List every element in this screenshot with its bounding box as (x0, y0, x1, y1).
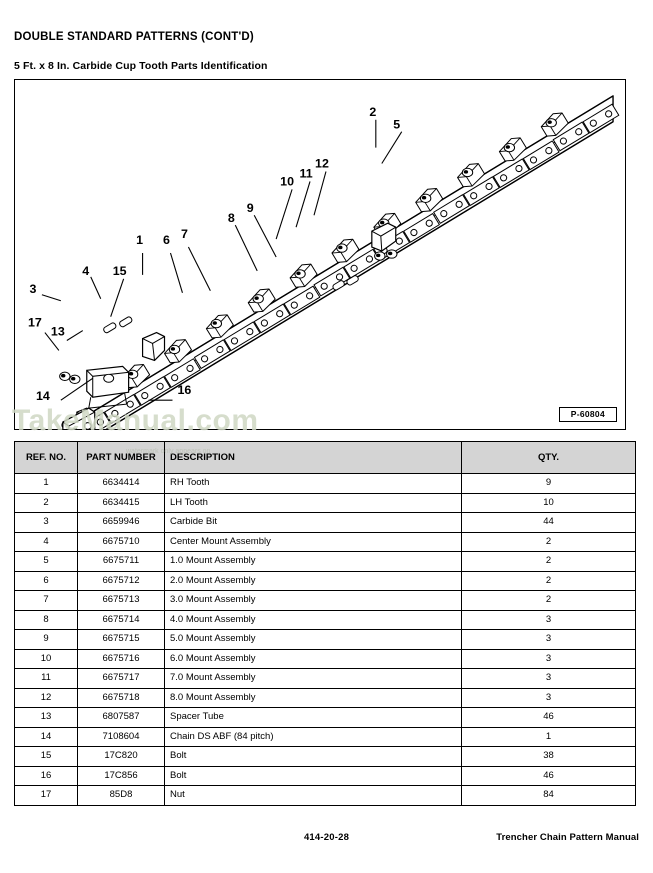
cell-qty: 3 (462, 610, 636, 630)
table-row (15, 688, 636, 708)
cell-description: 7.0 Mount Assembly (165, 669, 462, 689)
table-row (15, 630, 636, 650)
cell-qty: 2 (462, 571, 636, 591)
table-row (15, 474, 636, 494)
cell-ref-no: 15 (15, 747, 78, 767)
cell-ref-no: 9 (15, 630, 78, 650)
cell-qty: 3 (462, 688, 636, 708)
cell-part-number: 6675713 (78, 591, 165, 611)
cell-ref-no: 16 (15, 766, 78, 786)
cell-description: 8.0 Mount Assembly (165, 688, 462, 708)
table-row (15, 766, 636, 786)
column-header-description: DESCRIPTION (165, 442, 462, 474)
svg-text:14: 14 (35, 389, 50, 404)
page-title: DOUBLE STANDARD PATTERNS (CONT'D) (14, 31, 254, 43)
cell-qty: 44 (462, 513, 636, 533)
secondary-watermark: watermark only appears on (126, 448, 211, 455)
parts-diagram-figure (14, 79, 626, 430)
cell-description: 4.0 Mount Assembly (165, 610, 462, 630)
table-row (15, 669, 636, 689)
cell-description: Nut (165, 786, 462, 806)
cell-description: Center Mount Assembly (165, 532, 462, 552)
cell-qty: 9 (462, 474, 636, 494)
cell-description: Carbide Bit (165, 513, 462, 533)
cell-description: 5.0 Mount Assembly (165, 630, 462, 650)
cell-part-number: 6675717 (78, 669, 165, 689)
svg-text:12: 12 (315, 156, 329, 171)
svg-text:9: 9 (246, 201, 254, 216)
table-header-row (15, 442, 636, 474)
cell-part-number: 6675714 (78, 610, 165, 630)
cell-qty: 1 (462, 727, 636, 747)
cell-part-number: 6634414 (78, 474, 165, 494)
chain-assembly-body (63, 96, 619, 429)
svg-text:16: 16 (177, 383, 192, 398)
cell-ref-no: 8 (15, 610, 78, 630)
cell-ref-no: 7 (15, 591, 78, 611)
svg-text:6: 6 (163, 233, 170, 248)
cell-qty: 3 (462, 649, 636, 669)
cell-description: 6.0 Mount Assembly (165, 649, 462, 669)
cell-qty: 38 (462, 747, 636, 767)
cell-description: 2.0 Mount Assembly (165, 571, 462, 591)
footer-page-number: 414-20-28 (303, 832, 350, 843)
table-body (15, 474, 636, 806)
cell-ref-no: 2 (15, 493, 78, 513)
cell-ref-no: 11 (15, 669, 78, 689)
cell-ref-no: 6 (15, 571, 78, 591)
cell-ref-no: 10 (15, 649, 78, 669)
cell-part-number: 6675716 (78, 649, 165, 669)
table-row (15, 747, 636, 767)
table-row (15, 552, 636, 572)
cell-qty: 46 (462, 708, 636, 728)
cell-part-number: 6675718 (78, 688, 165, 708)
table-row (15, 727, 636, 747)
cell-ref-no: 4 (15, 532, 78, 552)
svg-text:15: 15 (112, 263, 127, 278)
cell-part-number: 7108604 (78, 727, 165, 747)
table-row (15, 493, 636, 513)
chain-assembly-drawing (15, 80, 625, 429)
cell-part-number: 6675712 (78, 571, 165, 591)
svg-text:11: 11 (299, 166, 313, 181)
cell-part-number: 6675715 (78, 630, 165, 650)
cell-part-number: 6634415 (78, 493, 165, 513)
figure-id-label: P-60804 (559, 407, 617, 423)
cell-description: 1.0 Mount Assembly (165, 552, 462, 572)
svg-text:3: 3 (29, 281, 37, 296)
table-row (15, 513, 636, 533)
cell-description: 3.0 Mount Assembly (165, 591, 462, 611)
svg-text:10: 10 (280, 174, 295, 189)
cell-qty: 2 (462, 532, 636, 552)
cell-part-number: 6675711 (78, 552, 165, 572)
cell-part-number: 6807587 (78, 708, 165, 728)
column-header-ref-no: REF. NO. (15, 442, 78, 474)
cell-qty: 46 (462, 766, 636, 786)
table-row (15, 532, 636, 552)
cell-qty: 2 (462, 552, 636, 572)
cell-part-number: 6675710 (78, 532, 165, 552)
cell-ref-no: 12 (15, 688, 78, 708)
column-header-qty: QTY. (462, 442, 636, 474)
table-row (15, 571, 636, 591)
cell-part-number: 6659946 (78, 513, 165, 533)
cell-ref-no: 13 (15, 708, 78, 728)
svg-text:5: 5 (393, 117, 401, 132)
cell-part-number: 85D8 (78, 786, 165, 806)
cell-part-number: 17C856 (78, 766, 165, 786)
cell-ref-no: 17 (15, 786, 78, 806)
table-row (15, 591, 636, 611)
cell-ref-no: 3 (15, 513, 78, 533)
table-row (15, 610, 636, 630)
cell-qty: 3 (462, 630, 636, 650)
cell-description: Chain DS ABF (84 pitch) (165, 727, 462, 747)
cell-part-number: 17C820 (78, 747, 165, 767)
cell-description: Bolt (165, 747, 462, 767)
svg-text:13: 13 (50, 324, 65, 339)
cell-qty: 10 (462, 493, 636, 513)
svg-text:1: 1 (136, 233, 144, 248)
table-row (15, 786, 636, 806)
cell-qty: 3 (462, 669, 636, 689)
site-watermark: TakeManual.com (12, 404, 259, 437)
cell-qty: 84 (462, 786, 636, 806)
section-subtitle: 5 Ft. x 8 In. Carbide Cup Tooth Parts Identification (14, 60, 268, 72)
svg-text:4: 4 (82, 263, 90, 278)
svg-text:7: 7 (180, 227, 188, 242)
table-row (15, 708, 636, 728)
cell-ref-no: 1 (15, 474, 78, 494)
column-header-part-number: PART NUMBER (78, 442, 165, 474)
svg-text:17: 17 (28, 315, 42, 330)
cell-qty: 2 (462, 591, 636, 611)
parts-identification-table (14, 441, 636, 806)
cell-ref-no: 5 (15, 552, 78, 572)
table-row (15, 649, 636, 669)
svg-text:8: 8 (227, 211, 235, 226)
svg-text:2: 2 (369, 104, 377, 119)
cell-description: LH Tooth (165, 493, 462, 513)
cell-description: Bolt (165, 766, 462, 786)
cell-description: RH Tooth (165, 474, 462, 494)
cell-description: Spacer Tube (165, 708, 462, 728)
footer-manual-title: Trencher Chain Pattern Manual (496, 832, 639, 843)
cell-ref-no: 14 (15, 727, 78, 747)
